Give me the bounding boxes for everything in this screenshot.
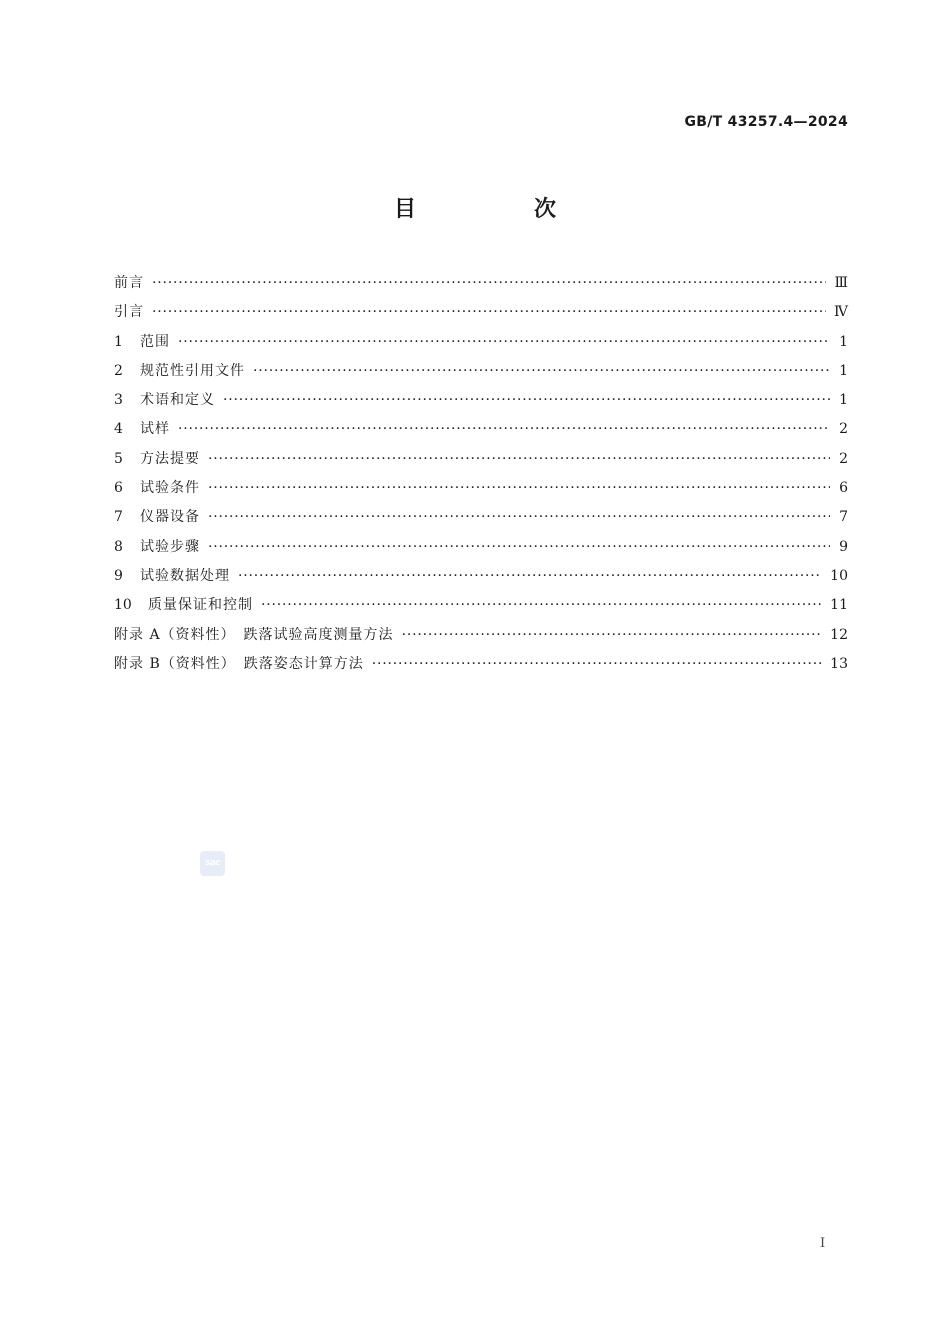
toc-entry-specimen[interactable] [114,415,848,444]
toc-entry-number: 5 [114,450,123,467]
toc-page-number: 1 [839,392,848,409]
toc-page-number: 2 [839,450,848,467]
toc-entry-title: 质量保证和控制 [148,597,253,614]
toc-leader-dots [208,445,830,474]
toc-leader-dots [253,357,830,386]
toc-entry-number: 10 [114,597,132,614]
toc-entry-foreword[interactable] [114,269,848,298]
toc-entry-number: 7 [114,509,123,526]
toc-entry-terms-definitions[interactable] [114,386,848,415]
toc-leader-dots [372,650,822,679]
toc-leader-dots [208,503,830,532]
toc-entry-annex-a[interactable] [114,621,848,650]
toc-page-number: 7 [839,509,848,526]
toc-entry-title: 引言 [114,304,144,321]
toc-page-number: 1 [839,333,848,350]
toc-leader-dots [223,386,830,415]
toc-page-number: 10 [830,567,848,584]
toc-entry-number: 6 [114,480,123,497]
table-of-contents [114,269,848,679]
toc-entry-introduction[interactable] [114,298,848,327]
watermark-text: sac [204,858,221,868]
toc-entry-title: 规范性引用文件 [140,362,245,379]
toc-page-number: 6 [839,480,848,497]
toc-entry-title: 附录 B（资料性） 跌落姿态计算方法 [114,655,364,672]
toc-leader-dots [178,328,830,357]
toc-leader-dots [238,562,822,591]
toc-entry-title: 前言 [114,275,144,291]
toc-leader-dots [152,269,826,298]
toc-leader-dots [402,621,823,650]
toc-page-number: 2 [839,421,848,438]
toc-leader-dots [208,474,830,503]
toc-entry-annex-b[interactable] [114,650,848,679]
toc-entry-number: 8 [114,538,123,555]
toc-entry-method-summary[interactable] [114,445,848,474]
toc-entry-title: 方法提要 [140,450,200,467]
toc-entry-title: 试验条件 [140,480,200,497]
toc-entry-title: 试验数据处理 [140,567,230,584]
toc-entry-number: 1 [114,333,123,350]
page-title: 目 次 [393,197,604,222]
toc-entry-number: 4 [114,421,123,438]
sac-watermark-logo [200,851,225,876]
toc-leader-dots [208,533,830,562]
toc-page-number: 13 [830,655,848,672]
toc-page-number: Ⅲ [834,275,848,291]
toc-entry-title: 试样 [140,421,170,438]
toc-entry-title: 附录 A（资料性） 跌落试验高度测量方法 [114,626,394,643]
toc-page-number: Ⅳ [834,304,848,321]
toc-entry-number: 3 [114,392,123,409]
toc-entry-test-procedure[interactable] [114,533,848,562]
toc-entry-scope[interactable] [114,328,848,357]
toc-entry-number: 9 [114,567,123,584]
toc-leader-dots [178,415,830,444]
toc-page-number: 11 [830,597,848,614]
toc-leader-dots [261,591,822,620]
toc-page-number: 9 [839,538,848,555]
toc-entry-data-processing[interactable] [114,562,848,591]
toc-page-number: 12 [830,626,848,643]
toc-entry-title: 范围 [140,333,170,350]
toc-entry-apparatus[interactable] [114,503,848,532]
standard-number: GB/T 43257.4—2024 [684,114,848,130]
page-number: Ⅰ [820,1236,826,1251]
toc-leader-dots [152,298,826,327]
toc-entry-title: 仪器设备 [140,509,200,526]
toc-entry-normative-references[interactable] [114,357,848,386]
toc-page-number: 1 [839,362,848,379]
toc-entry-quality-assurance[interactable] [114,591,848,620]
toc-entry-number: 2 [114,362,123,379]
toc-entry-title: 术语和定义 [140,392,215,409]
toc-entry-title: 试验步骤 [140,538,200,555]
toc-entry-test-conditions[interactable] [114,474,848,503]
